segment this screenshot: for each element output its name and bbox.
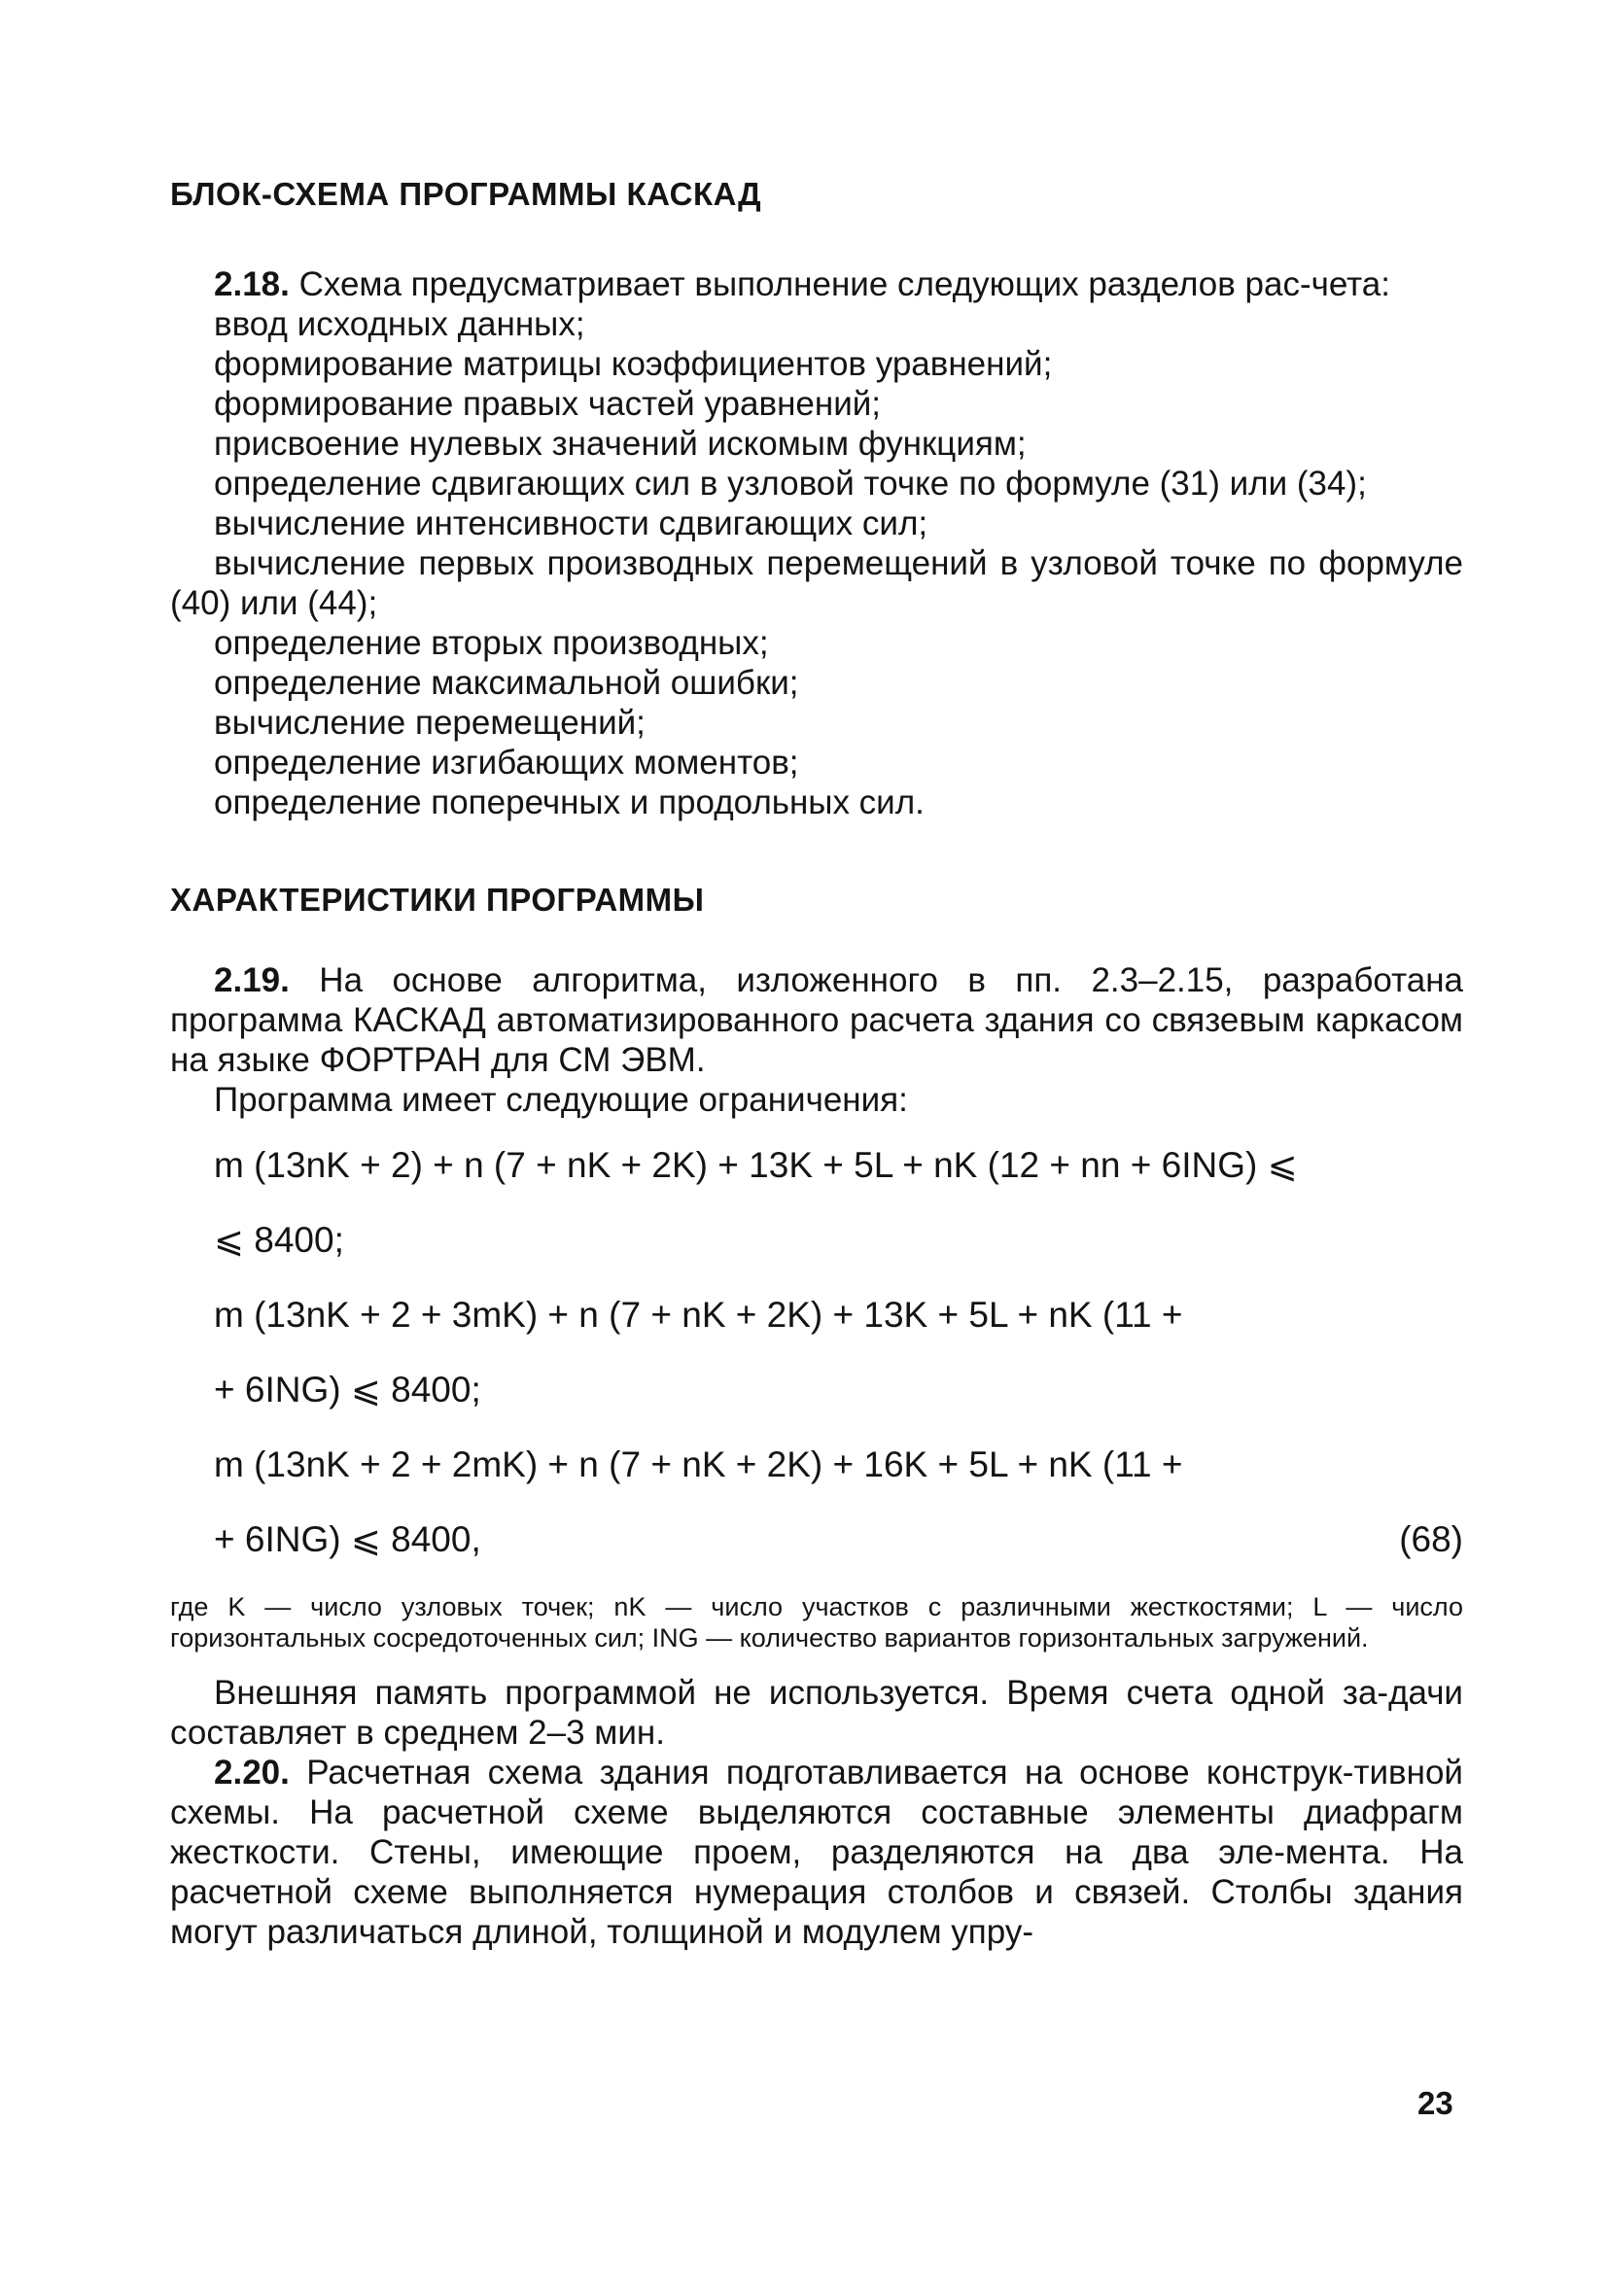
paragraph-text: На основе алгоритма, изложенного в пп. 2.3–2.15, разработана программа КАСКАД автоматизированного расчета здания со связевым каркасом на языке ФОРТРАН для СМ ЭВМ. [170, 961, 1463, 1079]
paragraph-2-20 [170, 1753, 1463, 1952]
formula-line: + 6ING) ⩽ 8400; [214, 1370, 481, 1409]
limits-intro: Программа имеет следующие ограничения: [214, 1081, 908, 1119]
equation-number: (68) [1399, 1519, 1463, 1559]
formula-line: m (13nK + 2) + n (7 + nK + 2K) + 13K + 5L + nK (12 + nn + 6ING) ⩽ [214, 1145, 1298, 1185]
paragraph-text: Схема предусматривает выполнение следующих разделов рас-чета: [289, 265, 1390, 303]
document-page [170, 175, 1463, 1952]
formula-line: m (13nK + 2 + 3mK) + n (7 + nK + 2K) + 13K + 5L + nK (11 + [214, 1295, 1183, 1335]
formula-line: ⩽ 8400; [214, 1220, 344, 1260]
list-item: вычисление интенсивности сдвигающих сил; [214, 504, 928, 542]
section-heading-block-scheme: БЛОК-СХЕМА ПРОГРАММЫ КАСКАД [170, 176, 762, 212]
page-number: 23 [1417, 2085, 1453, 2121]
section-heading-characteristics: ХАРАКТЕРИСТИКИ ПРОГРАММЫ [170, 882, 705, 918]
paragraph-text: Расчетная схема здания подготавливается на основе конструк-тивной схемы. На расчетной схеме выделяются составные элементы диафрагм жесткости. Стены, имеющие проем, разделяются на два эле-мента. На расчетной схеме выполняется нумерация столбов и связей. Столбы здания могут различаться длиной, толщиной и модулем упру- [170, 1754, 1463, 1951]
list-item: вычисление первых производных перемещений в узловой точке по формуле (40) или (44); [170, 544, 1463, 622]
list-item: формирование матрицы коэффициентов уравнений; [214, 345, 1053, 383]
paragraph-number: 2.18. [214, 265, 290, 303]
list-item: определение максимальной ошибки; [214, 664, 799, 702]
paragraph-2-19 [170, 960, 1463, 1080]
formula-line-last [170, 1515, 1463, 1564]
paragraph-number: 2.19. [214, 961, 290, 999]
paragraph-2-18 [170, 264, 1463, 304]
list-item: присвоение нулевых значений искомым функциям; [214, 425, 1027, 463]
paragraph-number: 2.20. [214, 1754, 290, 1792]
list-item: определение вторых производных; [214, 624, 769, 662]
where-note: где K — число узловых точек; nK — число участков с различными жесткостями; L — число горизонтальных сосредоточенных сил; ING — количество вариантов горизонтальных загружений. [170, 1592, 1463, 1652]
list-item: формирование правых частей уравнений; [214, 385, 882, 423]
list-item: определение поперечных и продольных сил. [214, 783, 925, 821]
list-item: вычисление перемещений; [214, 704, 646, 742]
list-item: ввод исходных данных; [214, 305, 585, 343]
memory-paragraph: Внешняя память программой не используется. Время счета одной за-дачи составляет в среднем 2–3 мин. [170, 1674, 1463, 1752]
formula-line: m (13nK + 2 + 2mK) + n (7 + nK + 2K) + 16K + 5L + nK (11 + [214, 1444, 1183, 1484]
calculation-steps-list [170, 304, 1463, 822]
formula-text: + 6ING) ⩽ 8400, [214, 1519, 481, 1559]
list-item: определение изгибающих моментов; [214, 744, 799, 782]
list-item: определение сдвигающих сил в узловой точке по формуле (31) или (34); [214, 465, 1367, 503]
